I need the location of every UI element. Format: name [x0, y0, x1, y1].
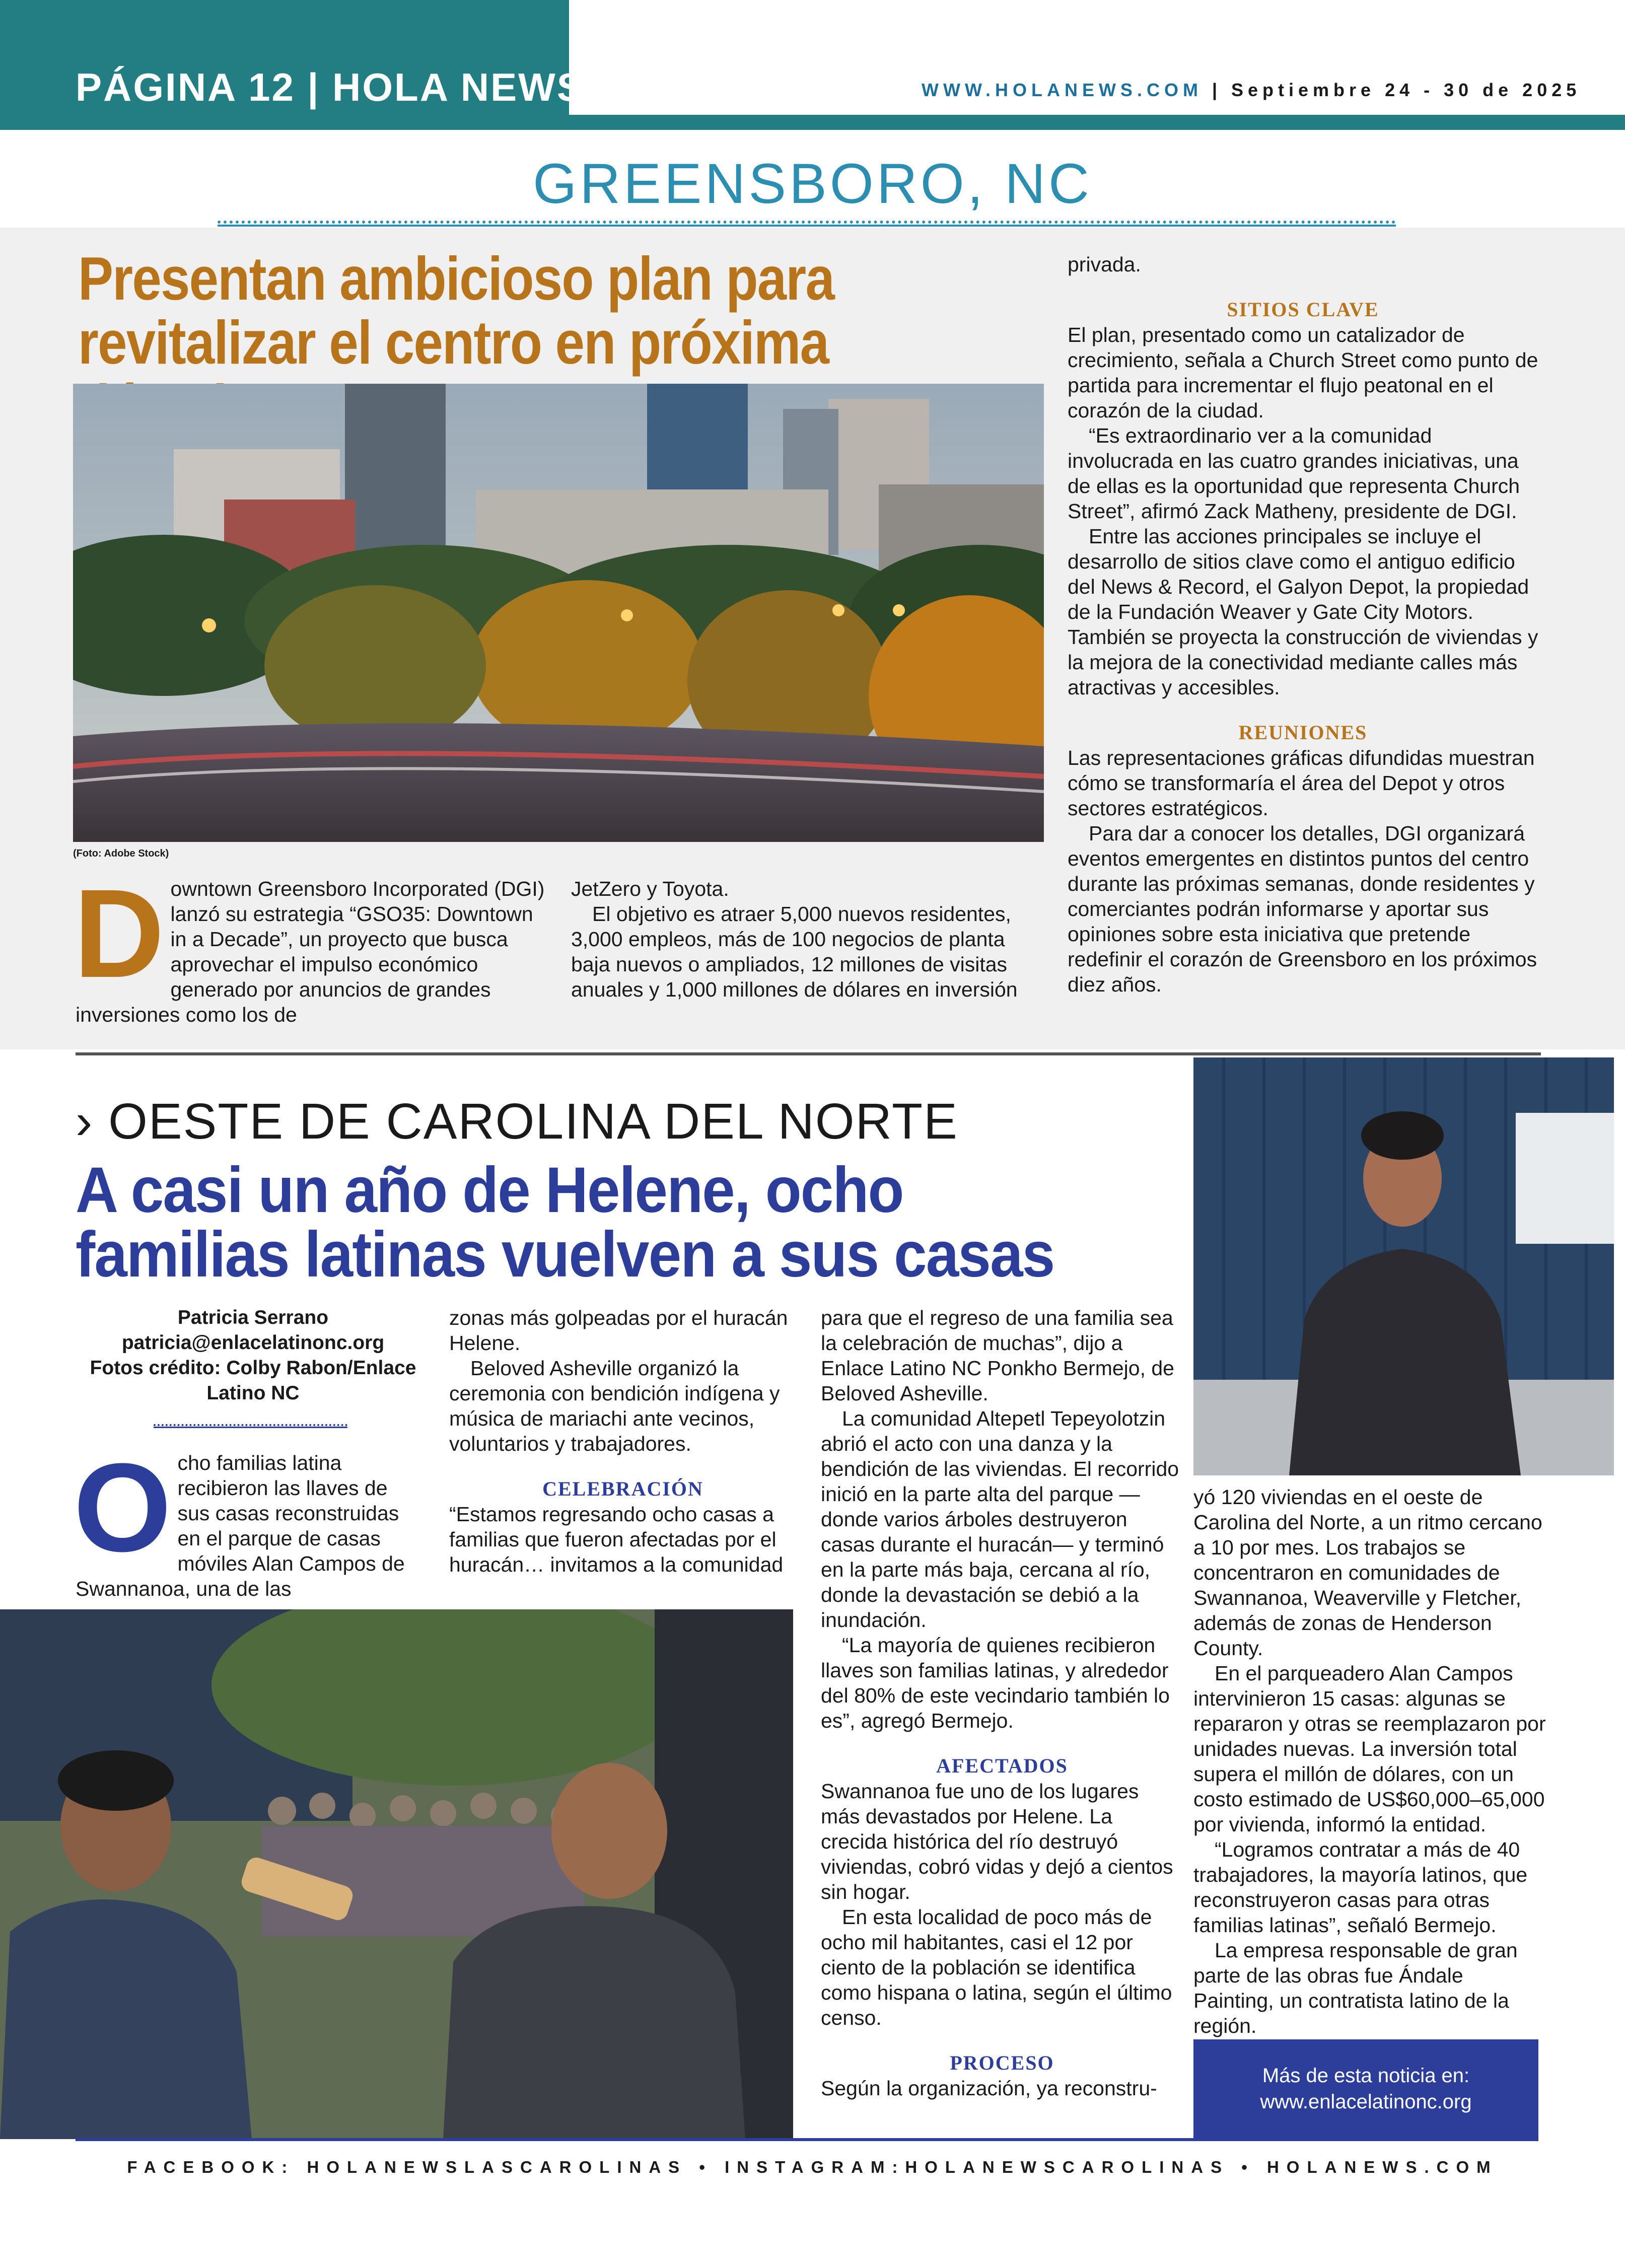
story1-col3-p1: El plan, presentado como un catalizador de crecimiento, señala a Church Street como punto de partida para incrementar el flujo peatonal en el corazón de la ciudad.	[1068, 323, 1538, 422]
more-info-label: Más de esta noticia en:	[1262, 2065, 1470, 2087]
more-info-box[interactable]	[1193, 2039, 1538, 2140]
story2-headline-line1: A casi un año de Helene, ocho	[76, 1154, 903, 1226]
website-link[interactable]: WWW.HOLANEWS.COM	[922, 80, 1203, 100]
story1-col3-p3: Entre las acciones principales se incluye el desarrollo de sitios clave como el antiguo edificio del News & Record, el Galyon Depot, la propiedad de la Fundación Weaver y Gate City Motors. También se proyecta la construcción de viviendas y la mejora de la conectividad mediante calles más atractivas y accesibles.	[1068, 525, 1538, 699]
story2-headline-line2: familias latinas vuelven a sus casas	[76, 1219, 1054, 1291]
story2-col4-p3: “Logramos contratar a más de 40 trabajadores, la mayoría latinos, que reconstruyeron casas para otras familias latinas”, señaló Bermejo.	[1193, 1838, 1528, 1937]
subhead-sitios-clave: SITIOS CLAVE	[1227, 298, 1379, 321]
issue-date: Septiembre 24 - 30 de 2025	[1231, 80, 1581, 100]
story2-col1	[74, 1437, 418, 1601]
story2-col3-p2: La comunidad Altepetl Tepeyolotzin abrió el acto con una danza y la bendición de las viviendas. El recorrido inició en la parte alta del parque —donde varios árboles destruyeron casas durante el huracán— y terminó en la parte más baja, cercana al río, donde la devastación se debió a la inundación.	[821, 1407, 1179, 1632]
story1-col3	[1068, 252, 1538, 997]
story1-col3-p4: Las representaciones gráficas difundidas muestran cómo se transformaría el área del Depot y otros sectores estratégicos.	[1068, 746, 1535, 820]
story2-col4	[1193, 1484, 1546, 2038]
story2-col2	[449, 1305, 797, 1577]
story2-col3-p1: para que el regreso de una familia sea la celebración de muchas”, dijo a Enlace Latino NC Ponkho Bermejo, de Beloved Asheville.	[821, 1306, 1174, 1405]
story1-col3-p5: Para dar a conocer los detalles, DGI organizará eventos emergentes en distintos puntos del centro durante las próximas semanas, donde residentes y comerciantes podrán informarse y aportar sus opiniones sobre esta iniciativa que pretende redefinir el corazón de Greensboro en los próximos diez años.	[1068, 822, 1537, 996]
story1-col3-p2: “Es extraordinario ver a la comunidad involucrada en las cuatro grandes iniciativas, una de ellas es la oportunidad que representa Church Street”, afirmó Zack Matheny, presidente de DGI.	[1068, 424, 1520, 523]
header-separator: |	[1202, 80, 1232, 100]
story1-col2	[571, 876, 1042, 1002]
bottom-rule	[76, 2138, 1538, 2141]
page-label: PÁGINA 12 | HOLA NEWS	[76, 65, 585, 109]
story2-dropcap: O	[74, 1437, 172, 1578]
story2-col4-p1: yó 120 viviendas en el oeste de Carolina del Norte, a un ritmo cercano a 10 por mes. Los trabajos se concentraron en comunidades de Swannanoa, Weaverville y Fletcher, además de zonas de Henderson County.	[1193, 1485, 1542, 1660]
story2-col2-p1: zonas más golpeadas por el huracán Helene.	[449, 1306, 788, 1355]
story1-headline-line1: Presentan ambicioso plan para	[78, 244, 834, 313]
story2-col3-p5: En esta localidad de poco más de ocho mil habitantes, casi el 12 por ciento de la población se identifica como hispana o latina, según el último censo.	[821, 1905, 1172, 2029]
story2-col1-text: cho familias latina recibieron las llaves de sus casas reconstruidas en el parque de casas móviles Alan Campos de Swannanoa, una de las	[76, 1451, 405, 1600]
greensboro-skyline-photo	[73, 384, 1044, 842]
story1-col1-text: owntown Greensboro Incorporated (DGI) lanzó su estrategia “GSO35: Downtown in a Decade”, un proyecto que busca aprovechar el impulso económico generado por anuncios de grandes inversiones como los de	[76, 877, 545, 1026]
subhead-proceso: PROCESO	[950, 2051, 1054, 2074]
section-rule	[218, 221, 1396, 227]
story2-col4-p4: La empresa responsable de gran parte de las obras fue Ándale Painting, un contratista latino de la región.	[1193, 1939, 1518, 2037]
footer-social: FACEBOOK: HOLANEWSLASCAROLINAS • INSTAGRAM:HOLANEWSCAROLINAS • HOLANEWS.COM	[127, 2158, 1498, 2176]
more-info-url[interactable]: www.enlacelatinonc.org	[1260, 2091, 1472, 2113]
subhead-reuniones: REUNIONES	[1238, 721, 1368, 744]
subhead-afectados: AFECTADOS	[936, 1754, 1068, 1777]
story1-col2-p2: El objetivo es atraer 5,000 nuevos residentes, 3,000 empleos, más de 100 negocios de planta baja nuevos o ampliados, 12 millones de visitas anuales y 1,000 millones de dólares en inversión	[571, 902, 1018, 1001]
photo-credit: (Foto: Adobe Stock)	[73, 848, 169, 859]
story1-col1	[74, 863, 546, 1027]
story2-byline	[76, 1305, 431, 1406]
story1-col3-p0: privada.	[1068, 253, 1141, 276]
story2-col3-p4: Swannanoa fue uno de los lugares más devastados por Helene. La crecida histórica del río destruyó viviendas, cobró vidas y dejó a cientos sin hogar.	[821, 1780, 1173, 1903]
story2-headline	[76, 1154, 1141, 1291]
woman-portrait-photo	[1193, 1057, 1614, 1475]
byline-rule	[154, 1424, 347, 1428]
byline-email[interactable]: patricia@enlacelatinonc.org	[121, 1332, 385, 1354]
section-title: GREENSBORO, NC	[533, 152, 1092, 215]
byline-photo-credit: Fotos crédito: Colby Rabon/Enlace Latino NC	[90, 1357, 416, 1404]
subhead-celebracion: CELEBRACIÓN	[542, 1477, 703, 1500]
byline-name: Patricia Serrano	[177, 1307, 329, 1328]
story2-col3-p6: Según la organización, ya reconstru-	[821, 2077, 1157, 2100]
header-strip	[569, 115, 1625, 130]
story1-dropcap: D	[74, 863, 165, 1004]
story2-col2-p2: Beloved Asheville organizó la ceremonia con bendición indígena y música de mariachi ante vecinos, voluntarios y trabajadores.	[449, 1357, 780, 1455]
story-divider	[76, 1052, 1541, 1055]
key-handover-photo	[0, 1609, 793, 2139]
header-site-date	[922, 80, 1581, 101]
story2-col3	[821, 1305, 1183, 2101]
story1-col2-p1: JetZero y Toyota.	[571, 877, 729, 900]
story2-col4-p2: En el parqueadero Alan Campos intervinieron 15 casas: algunas se repararon y otras se reemplazaron por unidades nuevas. La inversión total supera el millón de dólares, con un costo estimado de US$60,000–65,000 por vivienda, informó la entidad.	[1193, 1662, 1546, 1836]
story2-kicker: › OESTE DE CAROLINA DEL NORTE	[76, 1093, 958, 1150]
story2-col3-p3: “La mayoría de quienes recibieron llaves son familias latinas, y alrededor del 80% de este vecindario también lo es”, agregó Bermejo.	[821, 1634, 1170, 1732]
header-banner-base	[0, 115, 569, 130]
story1-headline-line2: revitalizar el centro en próxima	[78, 308, 829, 377]
story2-col2-p3: “Estamos regresando ocho casas a familias que fueron afectadas por el huracán… invitamos a la comunidad	[449, 1503, 784, 1576]
